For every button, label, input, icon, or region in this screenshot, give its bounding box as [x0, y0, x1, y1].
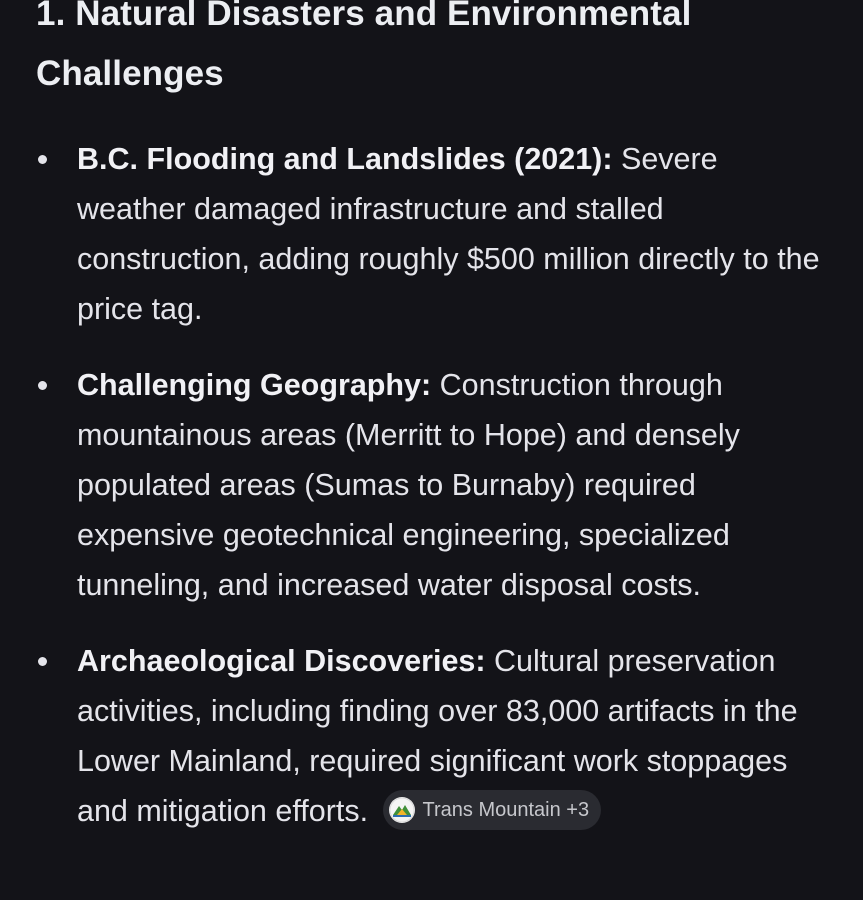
- source-chip[interactable]: [383, 790, 602, 830]
- item-term: Challenging Geography:: [77, 368, 432, 402]
- list-item: [0, 360, 863, 610]
- section-heading: 1. Natural Disasters and Environmental Challenges: [36, 0, 692, 93]
- bullet-icon: [38, 155, 47, 164]
- item-term: B.C. Flooding and Landslides (2021):: [77, 142, 613, 176]
- list-item: [0, 134, 863, 334]
- bullet-list: [0, 134, 863, 862]
- item-text: Severe weather damaged infrastructure and stalled construction, adding roughly $500 million directly to the price tag.: [77, 142, 820, 326]
- bullet-icon: [38, 657, 47, 666]
- list-item: [0, 636, 863, 836]
- item-text: Cultural preservation activities, including finding over 83,000 artifacts in the Lower Mainland, required significant work stoppages and mitigation efforts.: [77, 644, 798, 828]
- source-chip-label: Trans Mountain +3: [422, 798, 590, 821]
- item-term: Archaeological Discoveries:: [77, 644, 486, 678]
- item-text: Construction through mountainous areas (Merritt to Hope) and densely populated areas (Sumas to Burnaby) required expensive geotechnical engineering, specialized tunneling, and increased water disposal costs.: [77, 368, 740, 602]
- bullet-icon: [38, 381, 47, 390]
- trans-mountain-logo-icon: [389, 797, 415, 823]
